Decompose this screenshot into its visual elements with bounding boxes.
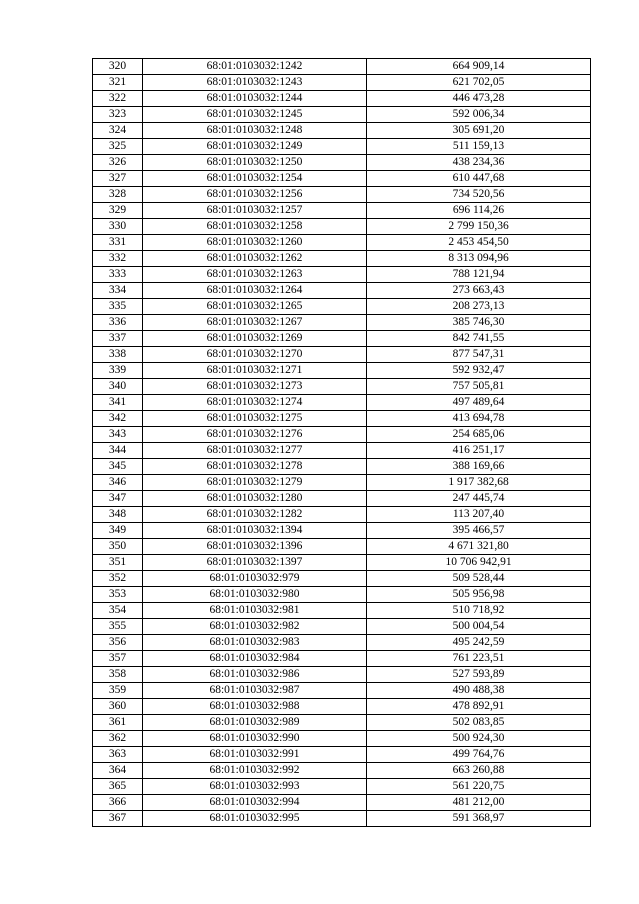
cadastral-value-cell: 761 223,51 bbox=[367, 651, 591, 667]
row-number-cell: 349 bbox=[93, 523, 143, 539]
table-row bbox=[93, 187, 591, 203]
table-row bbox=[93, 747, 591, 763]
table-row bbox=[93, 811, 591, 827]
row-number-cell: 339 bbox=[93, 363, 143, 379]
row-number-cell: 361 bbox=[93, 715, 143, 731]
row-number-cell: 364 bbox=[93, 763, 143, 779]
cadastral-value-cell: 842 741,55 bbox=[367, 331, 591, 347]
row-number-cell: 344 bbox=[93, 443, 143, 459]
cadastral-number-cell: 68:01:0103032:992 bbox=[143, 763, 367, 779]
row-number-cell: 347 bbox=[93, 491, 143, 507]
cadastral-number-cell: 68:01:0103032:980 bbox=[143, 587, 367, 603]
cadastral-number-cell: 68:01:0103032:1274 bbox=[143, 395, 367, 411]
row-number-cell: 330 bbox=[93, 219, 143, 235]
table-row bbox=[93, 91, 591, 107]
row-number-cell: 340 bbox=[93, 379, 143, 395]
row-number-cell: 336 bbox=[93, 315, 143, 331]
table-row bbox=[93, 699, 591, 715]
cadastral-value-cell: 446 473,28 bbox=[367, 91, 591, 107]
cadastral-number-cell: 68:01:0103032:989 bbox=[143, 715, 367, 731]
cadastral-value-cell: 395 466,57 bbox=[367, 523, 591, 539]
cadastral-number-cell: 68:01:0103032:1262 bbox=[143, 251, 367, 267]
cadastral-value-cell: 505 956,98 bbox=[367, 587, 591, 603]
row-number-cell: 332 bbox=[93, 251, 143, 267]
cadastral-value-cell: 113 207,40 bbox=[367, 507, 591, 523]
row-number-cell: 326 bbox=[93, 155, 143, 171]
cadastral-number-cell: 68:01:0103032:1269 bbox=[143, 331, 367, 347]
cadastral-number-cell: 68:01:0103032:1280 bbox=[143, 491, 367, 507]
cadastral-value-cell: 592 006,34 bbox=[367, 107, 591, 123]
cadastral-number-cell: 68:01:0103032:1248 bbox=[143, 123, 367, 139]
row-number-cell: 351 bbox=[93, 555, 143, 571]
cadastral-value-cell: 592 932,47 bbox=[367, 363, 591, 379]
cadastral-number-cell: 68:01:0103032:1271 bbox=[143, 363, 367, 379]
cadastral-value-cell: 4 671 321,80 bbox=[367, 539, 591, 555]
cadastral-number-cell: 68:01:0103032:981 bbox=[143, 603, 367, 619]
cadastral-value-cell: 413 694,78 bbox=[367, 411, 591, 427]
cadastral-number-cell: 68:01:0103032:986 bbox=[143, 667, 367, 683]
cadastral-number-cell: 68:01:0103032:1245 bbox=[143, 107, 367, 123]
table-row bbox=[93, 795, 591, 811]
table-row bbox=[93, 619, 591, 635]
table-row bbox=[93, 523, 591, 539]
row-number-cell: 320 bbox=[93, 59, 143, 75]
row-number-cell: 348 bbox=[93, 507, 143, 523]
cadastral-number-cell: 68:01:0103032:1394 bbox=[143, 523, 367, 539]
row-number-cell: 327 bbox=[93, 171, 143, 187]
cadastral-value-cell: 2 799 150,36 bbox=[367, 219, 591, 235]
cadastral-value-cell: 621 702,05 bbox=[367, 75, 591, 91]
table-row bbox=[93, 667, 591, 683]
row-number-cell: 325 bbox=[93, 139, 143, 155]
table-row bbox=[93, 475, 591, 491]
table-row bbox=[93, 155, 591, 171]
cadastral-number-cell: 68:01:0103032:1273 bbox=[143, 379, 367, 395]
cadastral-value-cell: 478 892,91 bbox=[367, 699, 591, 715]
cadastral-value-cell: 495 242,59 bbox=[367, 635, 591, 651]
cadastral-value-cell: 757 505,81 bbox=[367, 379, 591, 395]
cadastral-value-cell: 416 251,17 bbox=[367, 443, 591, 459]
cadastral-value-cell: 305 691,20 bbox=[367, 123, 591, 139]
row-number-cell: 346 bbox=[93, 475, 143, 491]
cadastral-number-cell: 68:01:0103032:988 bbox=[143, 699, 367, 715]
cadastral-value-cell: 10 706 942,91 bbox=[367, 555, 591, 571]
table-row bbox=[93, 555, 591, 571]
table-row bbox=[93, 539, 591, 555]
cadastral-number-cell: 68:01:0103032:1276 bbox=[143, 427, 367, 443]
table-row bbox=[93, 715, 591, 731]
row-number-cell: 359 bbox=[93, 683, 143, 699]
table-row bbox=[93, 123, 591, 139]
table-row bbox=[93, 427, 591, 443]
row-number-cell: 356 bbox=[93, 635, 143, 651]
row-number-cell: 323 bbox=[93, 107, 143, 123]
row-number-cell: 342 bbox=[93, 411, 143, 427]
cadastral-number-cell: 68:01:0103032:991 bbox=[143, 747, 367, 763]
cadastral-value-cell: 788 121,94 bbox=[367, 267, 591, 283]
row-number-cell: 362 bbox=[93, 731, 143, 747]
cadastral-value-cell: 273 663,43 bbox=[367, 283, 591, 299]
row-number-cell: 358 bbox=[93, 667, 143, 683]
row-number-cell: 343 bbox=[93, 427, 143, 443]
row-number-cell: 321 bbox=[93, 75, 143, 91]
cadastral-number-cell: 68:01:0103032:979 bbox=[143, 571, 367, 587]
table-row bbox=[93, 603, 591, 619]
cadastral-value-cell: 8 313 094,96 bbox=[367, 251, 591, 267]
cadastral-number-cell: 68:01:0103032:1270 bbox=[143, 347, 367, 363]
cadastral-value-cell: 663 260,88 bbox=[367, 763, 591, 779]
table-row bbox=[93, 491, 591, 507]
table-row bbox=[93, 139, 591, 155]
row-number-cell: 350 bbox=[93, 539, 143, 555]
row-number-cell: 337 bbox=[93, 331, 143, 347]
row-number-cell: 338 bbox=[93, 347, 143, 363]
cadastral-number-cell: 68:01:0103032:1279 bbox=[143, 475, 367, 491]
table-row bbox=[93, 651, 591, 667]
cadastral-value-cell: 509 528,44 bbox=[367, 571, 591, 587]
row-number-cell: 365 bbox=[93, 779, 143, 795]
table-row bbox=[93, 379, 591, 395]
cadastral-number-cell: 68:01:0103032:1242 bbox=[143, 59, 367, 75]
row-number-cell: 352 bbox=[93, 571, 143, 587]
table-row bbox=[93, 347, 591, 363]
table-row bbox=[93, 267, 591, 283]
cadastral-value-cell: 500 004,54 bbox=[367, 619, 591, 635]
row-number-cell: 345 bbox=[93, 459, 143, 475]
table-row bbox=[93, 219, 591, 235]
cadastral-value-cell: 500 924,30 bbox=[367, 731, 591, 747]
cadastral-value-cell: 438 234,36 bbox=[367, 155, 591, 171]
cadastral-number-cell: 68:01:0103032:1250 bbox=[143, 155, 367, 171]
cadastral-value-cell: 388 169,66 bbox=[367, 459, 591, 475]
cadastral-number-cell: 68:01:0103032:993 bbox=[143, 779, 367, 795]
table-row bbox=[93, 395, 591, 411]
table-row bbox=[93, 635, 591, 651]
cadastral-number-cell: 68:01:0103032:1396 bbox=[143, 539, 367, 555]
cadastral-number-cell: 68:01:0103032:1243 bbox=[143, 75, 367, 91]
cadastral-number-cell: 68:01:0103032:983 bbox=[143, 635, 367, 651]
row-number-cell: 366 bbox=[93, 795, 143, 811]
row-number-cell: 353 bbox=[93, 587, 143, 603]
table-row bbox=[93, 59, 591, 75]
cadastral-number-cell: 68:01:0103032:1282 bbox=[143, 507, 367, 523]
table-row bbox=[93, 443, 591, 459]
row-number-cell: 333 bbox=[93, 267, 143, 283]
row-number-cell: 328 bbox=[93, 187, 143, 203]
table-row bbox=[93, 203, 591, 219]
cadastral-number-cell: 68:01:0103032:1244 bbox=[143, 91, 367, 107]
cadastral-number-cell: 68:01:0103032:1267 bbox=[143, 315, 367, 331]
row-number-cell: 357 bbox=[93, 651, 143, 667]
table-row bbox=[93, 779, 591, 795]
row-number-cell: 354 bbox=[93, 603, 143, 619]
cadastral-value-cell: 591 368,97 bbox=[367, 811, 591, 827]
cadastral-number-cell: 68:01:0103032:987 bbox=[143, 683, 367, 699]
cadastral-value-cell: 490 488,38 bbox=[367, 683, 591, 699]
table-row bbox=[93, 315, 591, 331]
cadastral-number-cell: 68:01:0103032:1263 bbox=[143, 267, 367, 283]
cadastral-number-cell: 68:01:0103032:1265 bbox=[143, 299, 367, 315]
table-row bbox=[93, 75, 591, 91]
table-body bbox=[93, 59, 591, 827]
cadastral-value-cell: 208 273,13 bbox=[367, 299, 591, 315]
cadastral-number-cell: 68:01:0103032:995 bbox=[143, 811, 367, 827]
table-row bbox=[93, 507, 591, 523]
table-row bbox=[93, 299, 591, 315]
cadastral-value-cell: 510 718,92 bbox=[367, 603, 591, 619]
cadastral-value-cell: 527 593,89 bbox=[367, 667, 591, 683]
cadastral-number-cell: 68:01:0103032:1256 bbox=[143, 187, 367, 203]
row-number-cell: 355 bbox=[93, 619, 143, 635]
table-row bbox=[93, 171, 591, 187]
cadastral-number-cell: 68:01:0103032:1258 bbox=[143, 219, 367, 235]
cadastral-value-cell: 696 114,26 bbox=[367, 203, 591, 219]
table-row bbox=[93, 411, 591, 427]
table-row bbox=[93, 235, 591, 251]
cadastral-value-cell: 499 764,76 bbox=[367, 747, 591, 763]
cadastral-number-cell: 68:01:0103032:1264 bbox=[143, 283, 367, 299]
cadastral-value-cell: 385 746,30 bbox=[367, 315, 591, 331]
table-row bbox=[93, 683, 591, 699]
cadastral-number-cell: 68:01:0103032:1260 bbox=[143, 235, 367, 251]
cadastral-value-cell: 664 909,14 bbox=[367, 59, 591, 75]
cadastral-number-cell: 68:01:0103032:1397 bbox=[143, 555, 367, 571]
table-row bbox=[93, 731, 591, 747]
cadastral-number-cell: 68:01:0103032:1278 bbox=[143, 459, 367, 475]
row-number-cell: 329 bbox=[93, 203, 143, 219]
table-row bbox=[93, 459, 591, 475]
cadastral-number-cell: 68:01:0103032:1277 bbox=[143, 443, 367, 459]
table-row bbox=[93, 331, 591, 347]
cadastral-value-cell: 497 489,64 bbox=[367, 395, 591, 411]
cadastral-value-cell: 610 447,68 bbox=[367, 171, 591, 187]
cadastral-number-cell: 68:01:0103032:1254 bbox=[143, 171, 367, 187]
row-number-cell: 335 bbox=[93, 299, 143, 315]
table-row bbox=[93, 763, 591, 779]
table-row bbox=[93, 107, 591, 123]
row-number-cell: 334 bbox=[93, 283, 143, 299]
table-row bbox=[93, 283, 591, 299]
cadastral-value-cell: 734 520,56 bbox=[367, 187, 591, 203]
cadastral-number-cell: 68:01:0103032:1249 bbox=[143, 139, 367, 155]
cadastral-value-cell: 254 685,06 bbox=[367, 427, 591, 443]
cadastral-value-cell: 511 159,13 bbox=[367, 139, 591, 155]
table-row bbox=[93, 587, 591, 603]
row-number-cell: 322 bbox=[93, 91, 143, 107]
cadastral-value-cell: 2 453 454,50 bbox=[367, 235, 591, 251]
row-number-cell: 360 bbox=[93, 699, 143, 715]
cadastral-number-cell: 68:01:0103032:1275 bbox=[143, 411, 367, 427]
table-row bbox=[93, 571, 591, 587]
cadastral-number-cell: 68:01:0103032:990 bbox=[143, 731, 367, 747]
cadastral-value-table bbox=[92, 58, 591, 827]
row-number-cell: 341 bbox=[93, 395, 143, 411]
cadastral-value-cell: 481 212,00 bbox=[367, 795, 591, 811]
cadastral-number-cell: 68:01:0103032:994 bbox=[143, 795, 367, 811]
cadastral-number-cell: 68:01:0103032:1257 bbox=[143, 203, 367, 219]
cadastral-number-cell: 68:01:0103032:982 bbox=[143, 619, 367, 635]
row-number-cell: 363 bbox=[93, 747, 143, 763]
row-number-cell: 367 bbox=[93, 811, 143, 827]
cadastral-value-cell: 247 445,74 bbox=[367, 491, 591, 507]
cadastral-value-cell: 1 917 382,68 bbox=[367, 475, 591, 491]
table-row bbox=[93, 363, 591, 379]
cadastral-value-cell: 561 220,75 bbox=[367, 779, 591, 795]
cadastral-number-cell: 68:01:0103032:984 bbox=[143, 651, 367, 667]
cadastral-value-cell: 502 083,85 bbox=[367, 715, 591, 731]
row-number-cell: 324 bbox=[93, 123, 143, 139]
cadastral-value-cell: 877 547,31 bbox=[367, 347, 591, 363]
table-row bbox=[93, 251, 591, 267]
row-number-cell: 331 bbox=[93, 235, 143, 251]
